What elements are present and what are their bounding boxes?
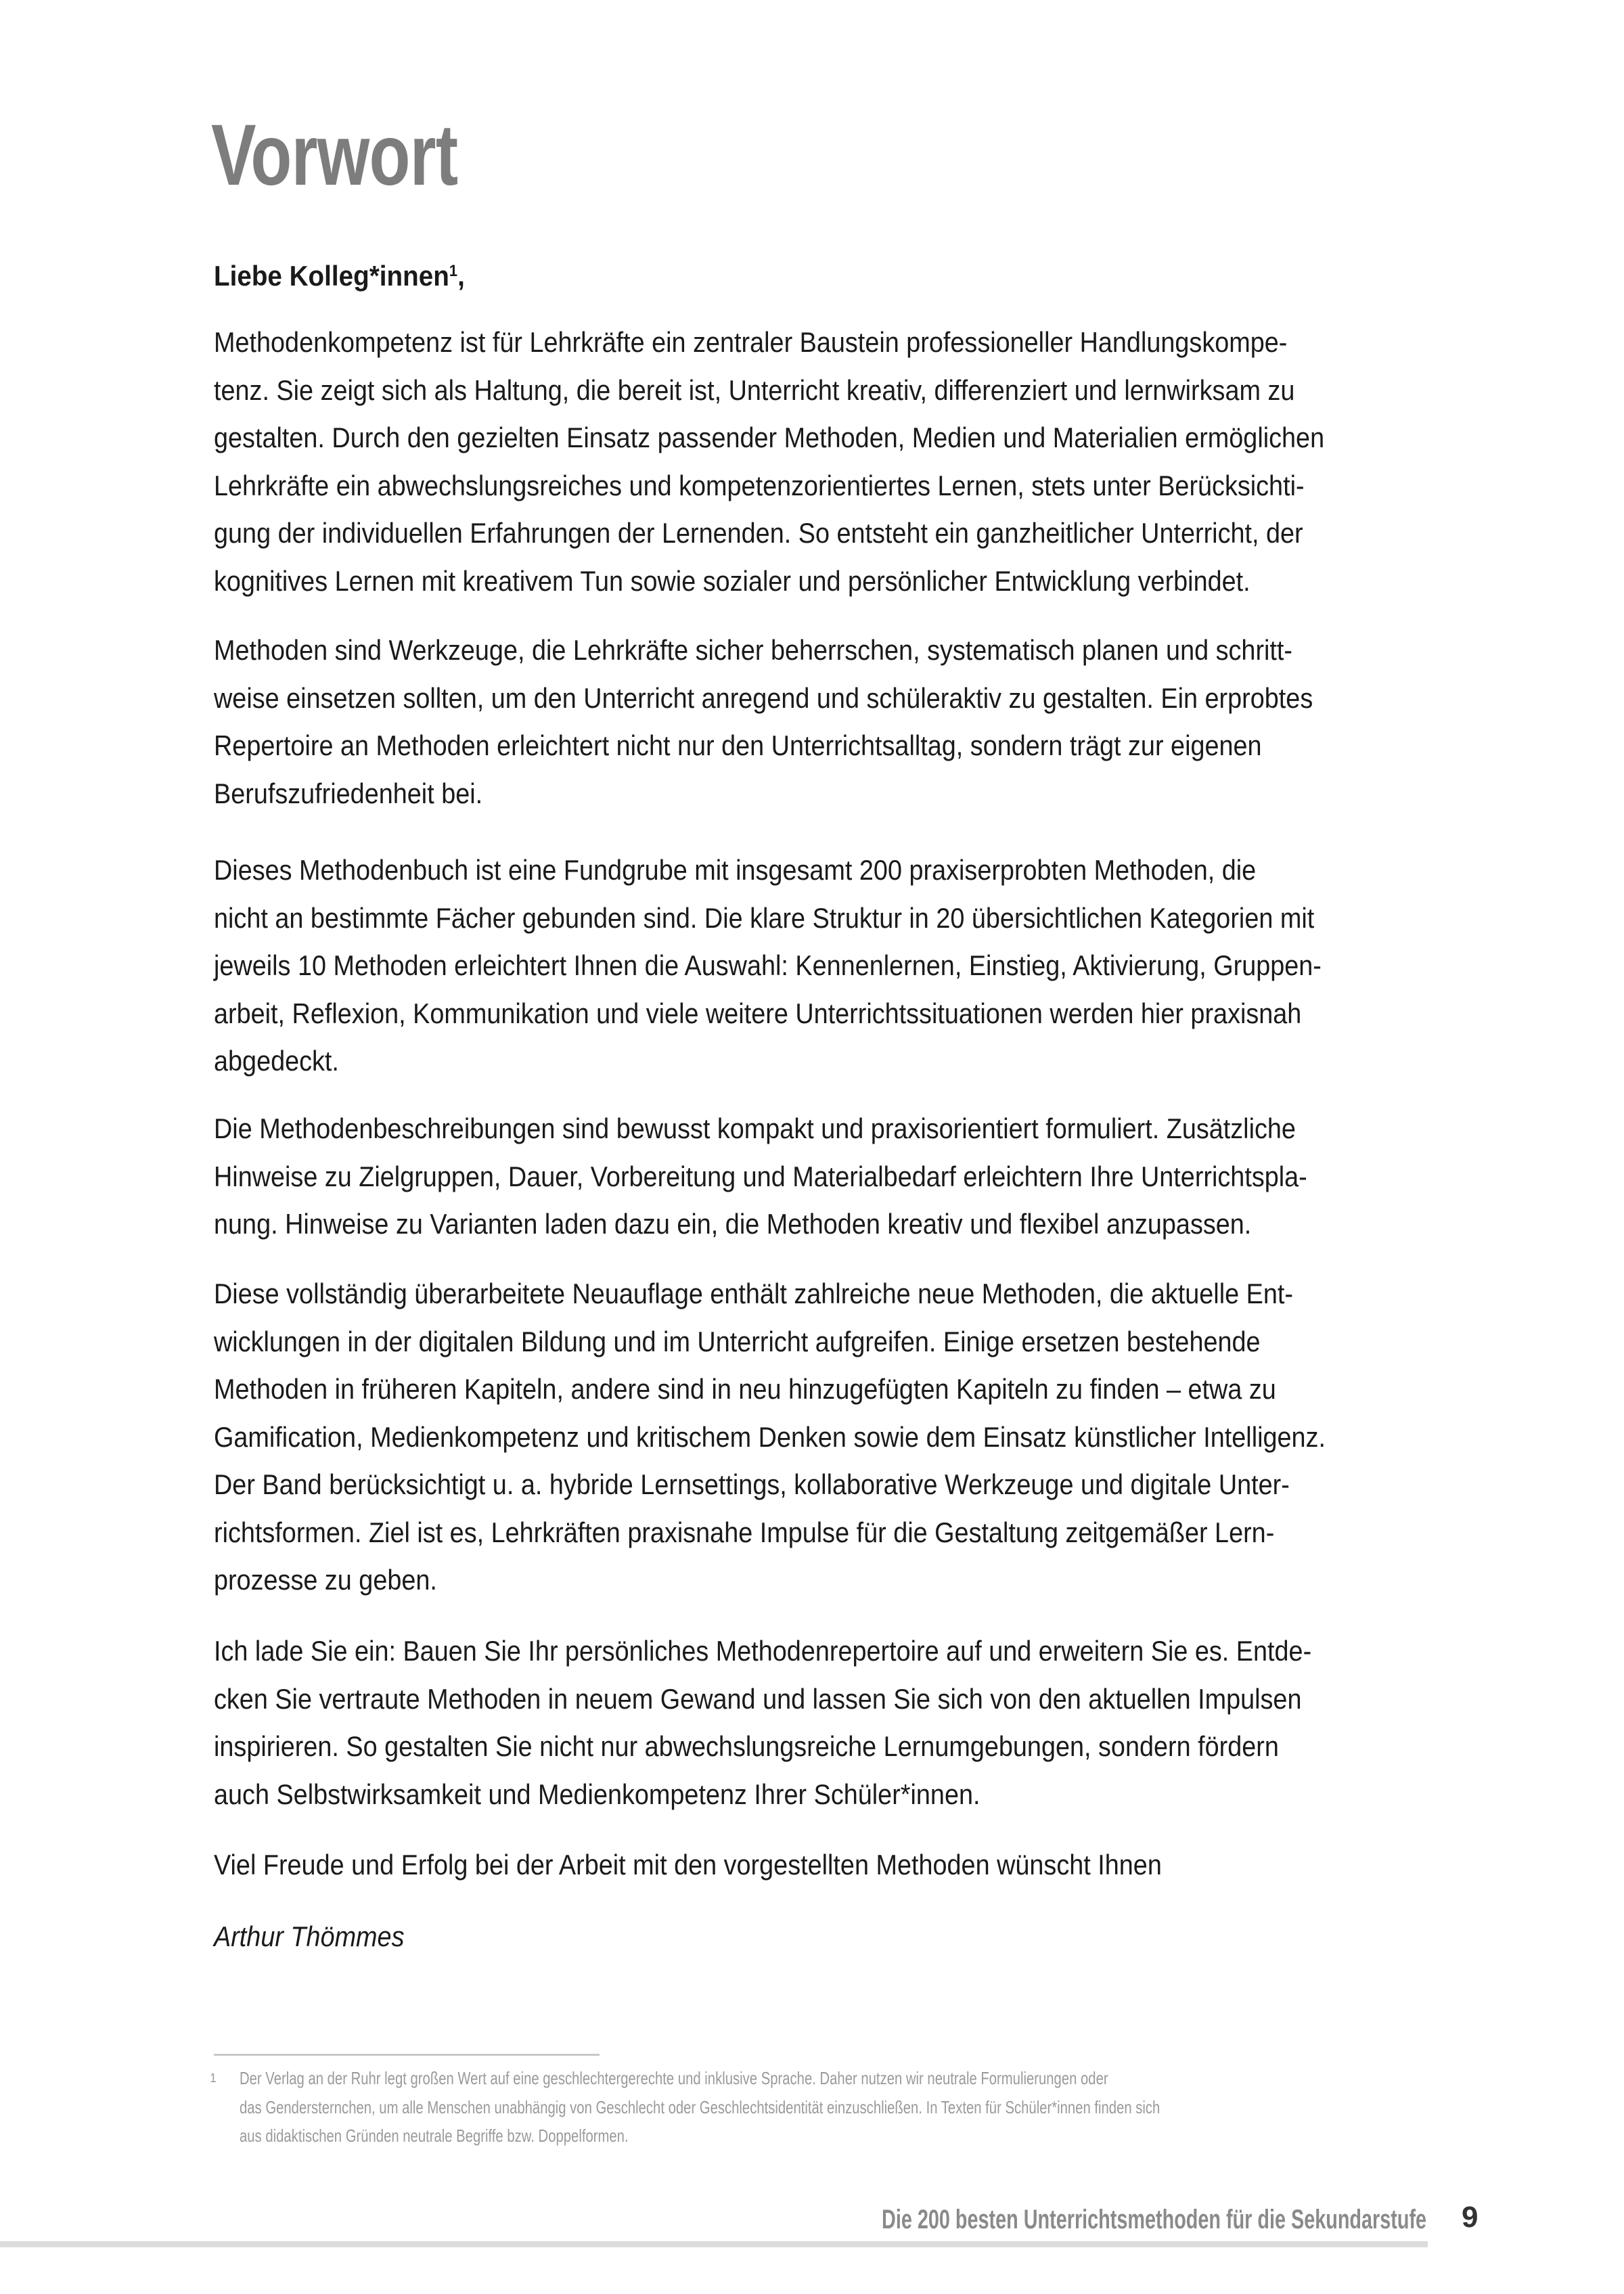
footnote-line: Der Verlag an der Ruhr legt großen Wert auf eine geschlechtergerechte und inklusive Sprache. Daher nutzen wir neutrale Formulierungen oder: [240, 2068, 1108, 2088]
paragraph-line: arbeit, Reflexion, Kommunikation und viele weitere Unterrichtssituationen werden hier praxisnah: [214, 997, 1302, 1029]
paragraph-line: Methodenkompetenz ist für Lehrkräfte ein zentraler Baustein professioneller Handlungskompe-: [214, 326, 1288, 358]
paragraph-line: tenz. Sie zeigt sich als Haltung, die bereit ist, Unterricht kreativ, differenziert und lernwirksam zu: [214, 374, 1295, 406]
paragraph-line: weise einsetzen sollten, um den Unterricht anregend und schüleraktiv zu gestalten. Ein erprobtes: [214, 681, 1313, 714]
footer-book-title: Die 200 besten Unterrichtsmethoden für die Sekundarstufe: [882, 2205, 1426, 2234]
signature: [214, 1913, 426, 1961]
footnote-ref: 1: [449, 262, 458, 280]
paragraph-line: gung der individuellen Erfahrungen der Lernenden. So entsteht ein ganzheitlicher Unterricht, der: [214, 517, 1303, 549]
paragraph-line: Methoden in früheren Kapiteln, andere sind in neu hinzugefügten Kapiteln zu finden – etwa zu: [214, 1373, 1276, 1405]
paragraph-line: Der Band berücksichtigt u. a. hybride Lernsettings, kollaborative Werkzeuge und digitale Unter-: [214, 1468, 1290, 1500]
page-number: 9: [1462, 2201, 1479, 2234]
paragraph-line: nicht an bestimmte Fächer gebunden sind. Die klare Struktur in 20 übersichtlichen Kategorien mit: [214, 901, 1315, 934]
paragraph-line: Gamification, Medienkompetenz und kritischem Denken sowie dem Einsatz künstlicher Intelligenz.: [214, 1420, 1326, 1453]
signature-text: Arthur Thömmes: [214, 1920, 405, 1952]
paragraph-line: abgedeckt.: [214, 1045, 339, 1077]
paragraph: [214, 1270, 1449, 1604]
paragraph-line: jeweils 10 Methoden erleichtert Ihnen die Auswahl: Kennenlernen, Einstieg, Aktivierung, Gruppen-: [214, 949, 1322, 981]
footnote-divider: [214, 2054, 600, 2056]
closing-text: Viel Freude und Erfolg bei der Arbeit mit den vorgestellten Methoden wünscht Ihnen: [214, 1849, 1162, 1881]
paragraph-line: Methoden sind Werkzeuge, die Lehrkräfte sicher beherrschen, systematisch planen und schritt-: [214, 634, 1293, 666]
footnote-line: das Gendersternchen, um alle Menschen unabhängig von Geschlecht oder Geschlechtsidentität einzuschließen. In Texten für Schüler*innen finden sich: [240, 2096, 1160, 2117]
footnote-mark: 1: [210, 2071, 217, 2085]
footnote: [210, 2064, 1420, 2151]
greeting-comma: ,: [457, 260, 465, 292]
paragraph-line: nung. Hinweise zu Varianten laden dazu ein, die Methoden kreativ und flexibel anzupassen.: [214, 1208, 1252, 1240]
footer-rule: [0, 2241, 1428, 2247]
paragraph: [214, 847, 1445, 1085]
paragraph-line: Repertoire an Methoden erleichtert nicht nur den Unterrichtsalltag, sondern trägt zur eigenen: [214, 729, 1262, 761]
page-title: Vorwort: [211, 107, 458, 204]
paragraph-line: richtsformen. Ziel ist es, Lehrkräften praxisnahe Impulse für die Gestaltung zeitgemäßer Lern-: [214, 1516, 1275, 1548]
paragraph: [214, 1627, 1433, 1818]
paragraph-line: inspirieren. So gestalten Sie nicht nur abwechslungsreiche Lernumgebungen, sondern fördern: [214, 1730, 1279, 1762]
paragraph-line: Hinweise zu Zielgruppen, Dauer, Vorbereitung und Materialbedarf erleichtern Ihre Unterrichtspla-: [214, 1160, 1307, 1192]
greeting-text: Liebe Kolleg*innen: [214, 260, 449, 292]
footnote-line: aus didaktischen Gründen neutrale Begriffe bzw. Doppelformen.: [240, 2126, 629, 2146]
paragraph-line: gestalten. Durch den gezielten Einsatz passender Methoden, Medien und Materialien ermöglichen: [214, 422, 1325, 453]
paragraph-line: Die Methodenbeschreibungen sind bewusst kompakt und praxisorientiert formuliert. Zusätzliche: [214, 1112, 1296, 1144]
paragraph-line: Diese vollständig überarbeitete Neuauflage enthält zahlreiche neue Methoden, die aktuelle Ent-: [214, 1278, 1293, 1309]
paragraph-line: auch Selbstwirksamkeit und Medienkompetenz Ihrer Schüler*innen.: [214, 1778, 980, 1810]
paragraph: [214, 319, 1447, 605]
paragraph: [214, 627, 1435, 817]
closing-line: [214, 1841, 1267, 1889]
paragraph-line: prozesse zu geben.: [214, 1564, 437, 1596]
paragraph-line: Ich lade Sie ein: Bauen Sie Ihr persönliches Methodenrepertoire auf und erweitern Sie es. Entde-: [214, 1635, 1312, 1667]
paragraph-line: Dieses Methodenbuch ist eine Fundgrube mit insgesamt 200 praxiserprobten Methoden, die: [214, 854, 1257, 886]
paragraph-line: Berufszufriedenheit bei.: [214, 777, 483, 809]
paragraph-line: cken Sie vertraute Methoden in neuem Gewand und lassen Sie sich von den aktuellen Impulsen: [214, 1682, 1302, 1715]
paragraph-line: wicklungen in der digitalen Bildung und im Unterricht aufgreifen. Einige ersetzen bestehende: [214, 1325, 1261, 1357]
greeting: [214, 247, 465, 300]
paragraph-line: Lehrkräfte ein abwechslungsreiches und kompetenzorientiertes Lernen, stets unter Berücksichti-: [214, 469, 1305, 501]
paragraph: [214, 1105, 1428, 1249]
paragraph-line: kognitives Lernen mit kreativem Tun sowie sozialer und persönlicher Entwicklung verbindet.: [214, 564, 1250, 597]
